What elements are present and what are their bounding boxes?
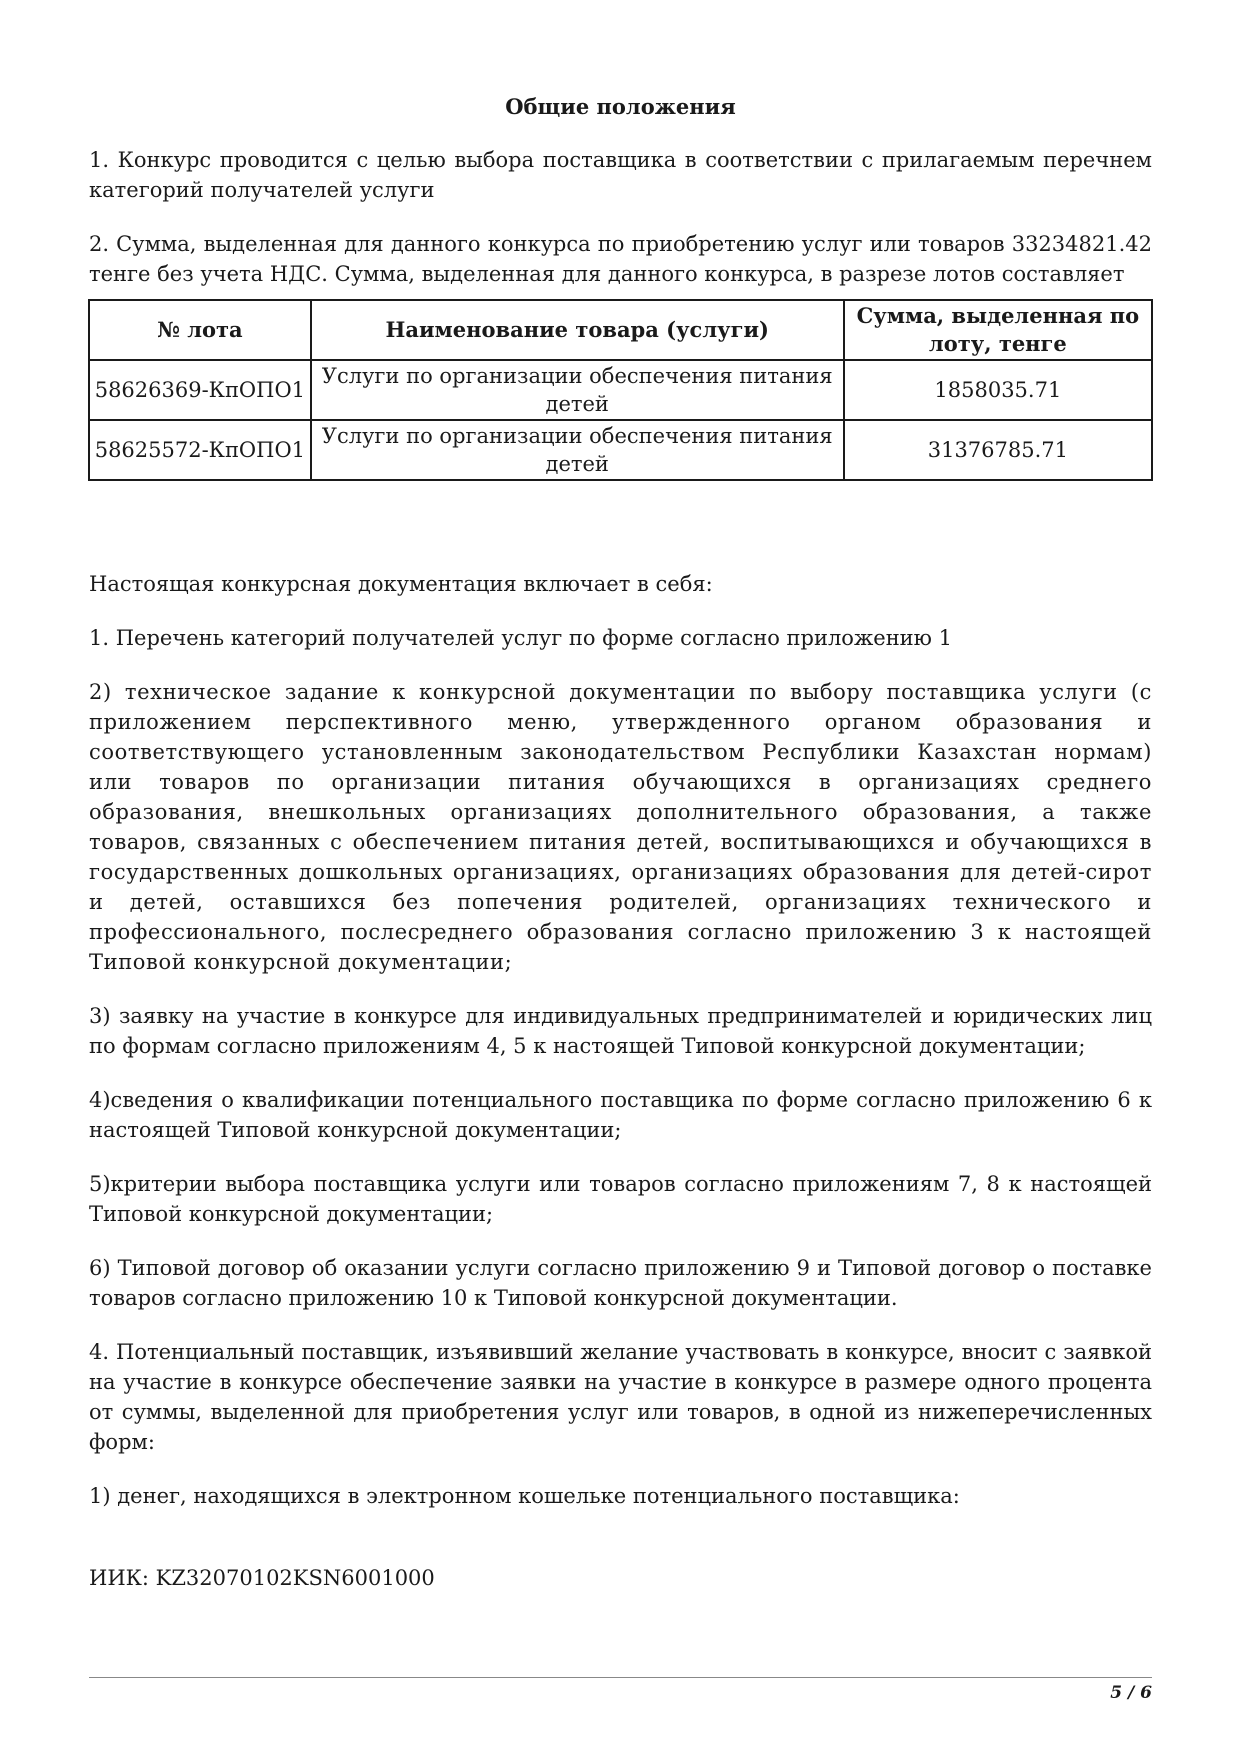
paragraph-item-3: 3) заявку на участие в конкурсе для индивидуальных предпринимателей и юридических лиц по формам согласно приложениям 4, 5 к настоящей Типовой конкурсной документации;: [89, 1004, 1152, 1058]
iik-account: ИИК: KZ32070102KSN6001000: [89, 1566, 435, 1590]
paragraph-item-6: 6) Типовой договор об оказании услуги согласно приложению 9 и Типовой договор о поставке товаров согласно приложению 10 к Типовой конкурсной документации.: [89, 1256, 1152, 1310]
lot-amount: 1858035.71: [844, 360, 1152, 420]
item-name: Услуги по организации обеспечения питания детей: [311, 360, 844, 420]
header-lot-number: № лота: [89, 300, 311, 360]
paragraph-purpose: 1. Конкурс проводится с целью выбора поставщика в соответствии с прилагаемым перечнем категорий получателей услуги: [89, 148, 1152, 202]
page-number: 5 / 6: [1110, 1683, 1152, 1703]
table-row: [89, 420, 1152, 480]
lot-number: 58625572-КпОПО1: [89, 420, 311, 480]
header-item-name: Наименование товара (услуги): [311, 300, 844, 360]
section-title: Общие положения: [505, 94, 736, 119]
paragraph-budget: 2. Сумма, выделенная для данного конкурса по приобретению услуг или товаров 33234821.42 тенге без учета НДС. Сумма, выделенная для данного конкурса, в разрезе лотов составляет: [89, 232, 1152, 286]
header-lot-amount: Сумма, выделенная по лоту, тенге: [844, 300, 1152, 360]
paragraph-item-5: 5)критерии выбора поставщика услуги или товаров согласно приложениям 7, 8 к настоящей Типовой конкурсной документации;: [89, 1172, 1152, 1226]
footer-divider: [89, 1677, 1152, 1678]
table-header-row: [89, 300, 1152, 360]
paragraph-item-4: 4)сведения о квалификации потенциального поставщика по форме согласно приложению 6 к настоящей Типовой конкурсной документации;: [89, 1088, 1152, 1142]
paragraph-includes-intro: Настоящая конкурсная документация включает в себя:: [89, 572, 713, 596]
paragraph-security: 4. Потенциальный поставщик, изъявивший желание участвовать в конкурсе, вносит с заявкой на участие в конкурсе обеспечение заявки на участие в конкурсе в размере одного процента от суммы, выделенной для приобретения услуг или товаров, в одной из нижеперечисленных форм:: [89, 1340, 1152, 1454]
document-page: [89, 92, 1152, 1617]
lot-number: 58626369-КпОПО1: [89, 360, 311, 420]
paragraph-item-1: 1. Перечень категорий получателей услуг по форме согласно приложению 1: [89, 626, 952, 650]
lots-table: [88, 299, 1153, 481]
paragraph-money-form: 1) денег, находящихся в электронном кошельке потенциального поставщика:: [89, 1484, 960, 1508]
item-name: Услуги по организации обеспечения питания детей: [311, 420, 844, 480]
table-row: [89, 360, 1152, 420]
lot-amount: 31376785.71: [844, 420, 1152, 480]
paragraph-item-2: 2) техническое задание к конкурсной документации по выбору поставщика услуги (с приложением перспективного меню, утвержденного органом образования и соответствующего установленным законодательством Республики Казахстан нормам) или товаров по организации питания обучающихся в организациях среднего образования, внешкольных организациях дополнительного образования, а также товаров, связанных с обеспечением питания детей, воспитывающихся и обучающихся в государственных дошкольных организациях, организациях образования для детей-сирот и детей, оставшихся без попечения родителей, организациях технического и профессионального, послесреднего образования согласно приложению 3 к настоящей Типовой конкурсной документации;: [89, 680, 1152, 974]
